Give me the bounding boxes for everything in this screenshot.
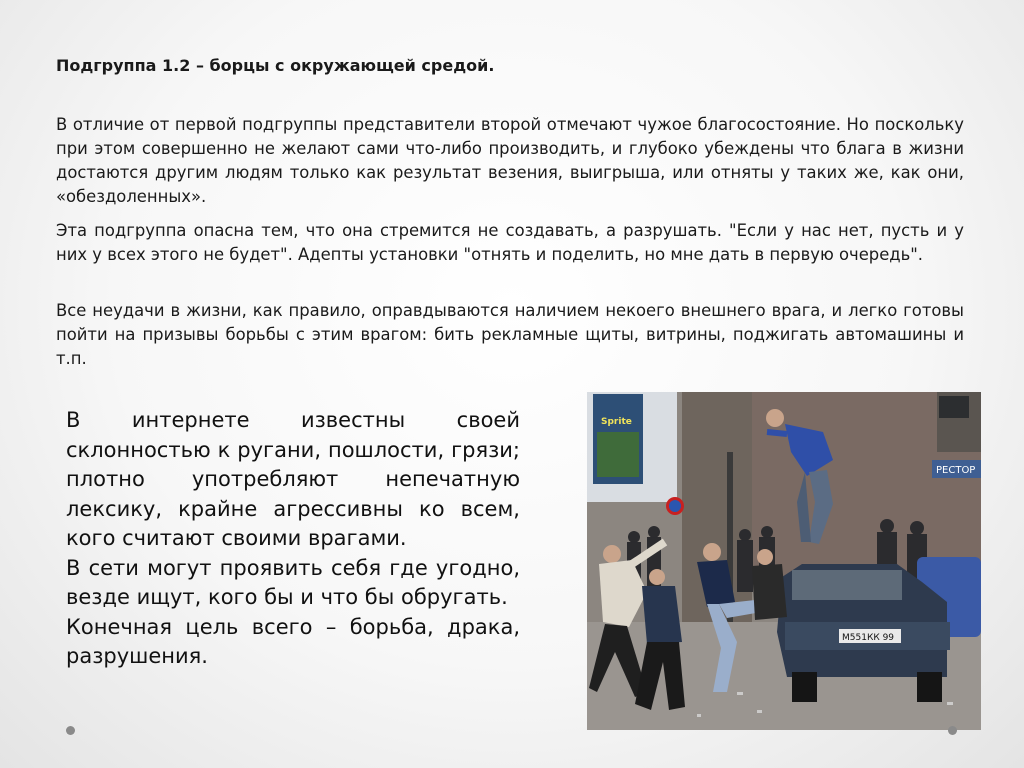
nav-dot-right xyxy=(948,726,957,735)
nav-dot-left xyxy=(66,726,75,735)
slide-title: Подгруппа 1.2 – борцы с окружающей средой. xyxy=(56,56,495,75)
riot-photo-illustration xyxy=(587,392,981,730)
restaurant-sign-text: РЕСТОР xyxy=(936,465,976,476)
side-paragraph-3: Конечная цель всего – борьба, драка, разрушения. xyxy=(66,614,520,668)
paragraph-1: В отличие от первой подгруппы представители второй отмечают чужое благосостояние. Но поскольку при этом совершенно не желают сами что-либо производить, и глубоко убеждены что блага в жизни достаются другим людям только как результат везения, выигрыша, или отняты у таких же, как они, «обездоленных». xyxy=(56,115,964,206)
paragraph-3: Все неудачи в жизни, как правило, оправдываются наличием некоего внешнего врага, и легко готовы пойти на призывы борьбы с этим врагом: бить рекламные щиты, витрины, поджигать автомашины и т.п. xyxy=(56,301,964,368)
poster-text: Sprite xyxy=(601,417,632,427)
side-paragraph-2: В сети могут проявить себя где угодно, везде ищут, кого бы и что бы обругать. xyxy=(66,555,520,609)
side-paragraph-1: В интернете известны своей склонностью к ругани, пошлости, грязи; плотно употребляют непечатную лексику, крайне агрессивны ко всем, кого считают своими врагами. xyxy=(66,408,520,550)
license-plate-text: М551КК 99 xyxy=(842,633,895,643)
riot-photo xyxy=(587,392,981,730)
side-text-block xyxy=(66,406,520,672)
paragraph-2: Эта подгруппа опасна тем, что она стремится не создавать, а разрушать. "Если у нас нет, пусть и у них у всех этого не будет". Адепты установки "отнять и поделить, но мне дать в первую очередь". xyxy=(56,221,964,264)
